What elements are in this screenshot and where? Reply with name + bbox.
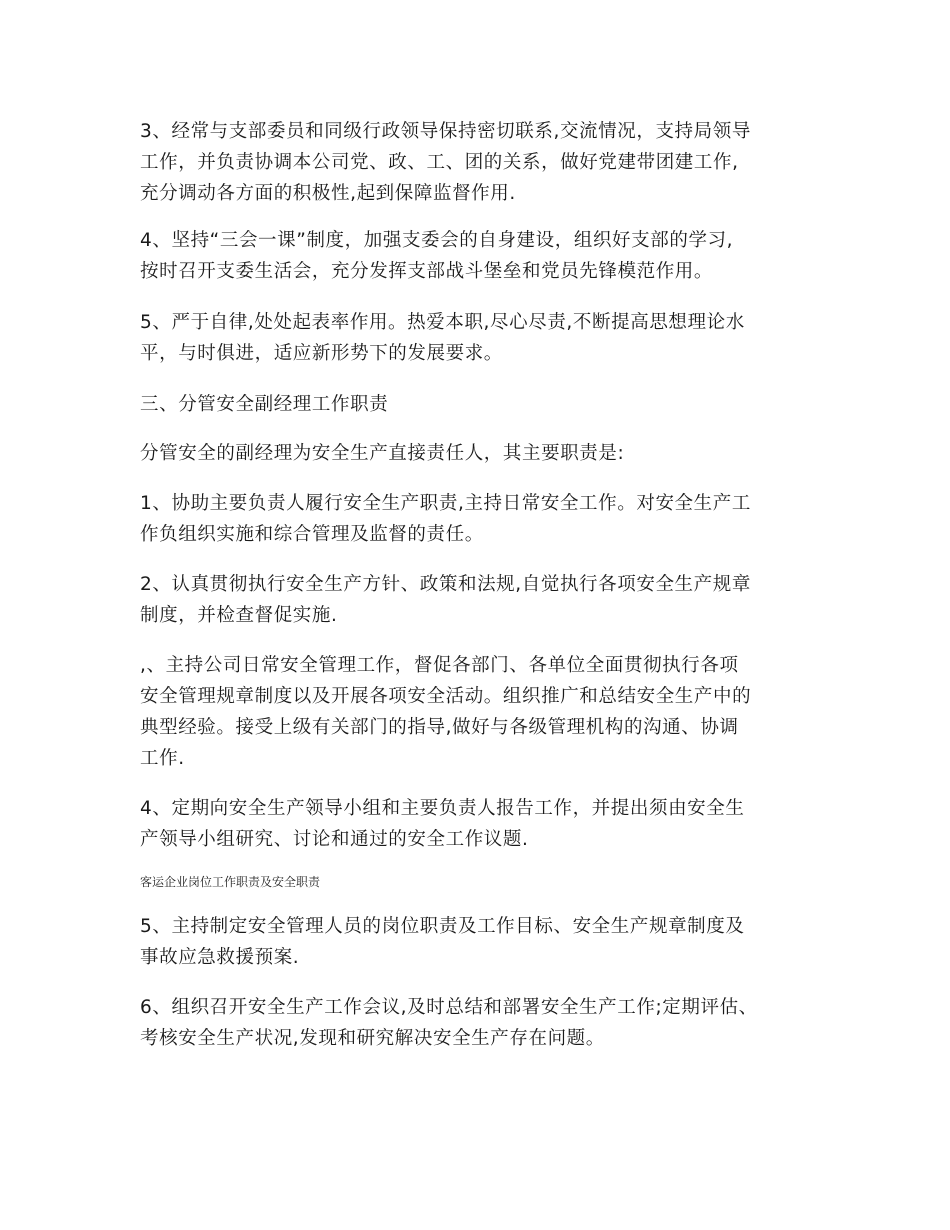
duty-item-2: 2、认真贯彻执行安全生产方针、政策和法规,自觉执行各项安全生产规章 制度，并检查督促实施. xyxy=(140,574,751,626)
duty-item-5: 5、主持制定安全管理人员的岗位职责及工作目标、安全生产规章制度及 事故应急救援预案. xyxy=(140,916,745,968)
duty-item-3: ,、主持公司日常安全管理工作，督促各部门、各单位全面贯彻执行各项 安全管理规章制度以及开展各项安全活动。组织推广和总结安全生产中的 典型经验。接受上级有关部门的指导,做好与各级管理机构的沟通、协调 工作. xyxy=(140,655,752,769)
duty-item-4: 4、定期向安全生产领导小组和主要负责人报告工作，并提出须由安全生 产领导小组研究、讨论和通过的安全工作议题. xyxy=(140,798,745,850)
running-footer: 客运企业岗位工作职责及安全职责 xyxy=(140,875,321,889)
paragraph-5: 5、严于自律,处处起表率作用。热爱本职,尽心尽责,不断提高思想理论水 平，与时俱进，适应新形势下的发展要求。 xyxy=(140,312,745,364)
paragraph-4: 4、坚持“三会一课”制度，加强支委会的自身建设，组织好支部的学习, 按时召开支委生活会，充分发挥支部战斗堡垒和党员先锋模范作用。 xyxy=(140,230,734,282)
section-heading: 三、分管安全副经理工作职责 xyxy=(140,394,389,415)
section-intro: 分管安全的副经理为安全生产直接责任人，其主要职责是: xyxy=(140,443,625,464)
duty-item-1: 1、协助主要负责人履行安全生产职责,主持日常安全工作。对安全生产工 作负组织实施和综合管理及监督的责任。 xyxy=(140,493,751,545)
duty-item-6: 6、组织召开安全生产工作会议,及时总结和部署安全生产工作;定期评估、 考核安全生产状况,发现和研究解决安全生产存在问题。 xyxy=(140,997,758,1049)
paragraph-3: 3、经常与支部委员和同级行政领导保持密切联系,交流情况，支持局领导 工作，并负责协调本公司党、政、工、团的关系，做好党建带团建工作, 充分调动各方面的积极性,起到保障监督作用. xyxy=(140,121,751,204)
